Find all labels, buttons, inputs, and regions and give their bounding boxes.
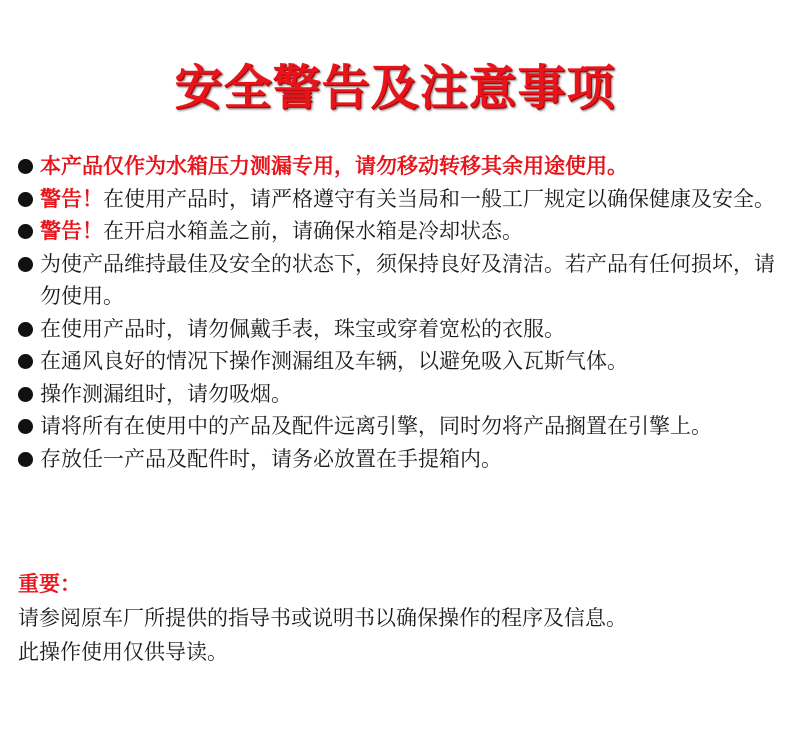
item-text: 为使产品维持最佳及安全的状态下，须保持良好及清洁。若产品有任何损坏，请勿使用。 — [40, 251, 775, 308]
item-text: 在使用产品时，请严格遵守有关当局和一般工厂规定以确保健康及安全。 — [103, 186, 775, 211]
important-line: 请参阅原车厂所提供的指导书或说明书以确保操作的程序及信息。 — [18, 606, 627, 630]
important-section — [18, 567, 778, 669]
important-line: 此操作使用仅供导读。 — [18, 640, 228, 664]
warning-label: 警告！ — [40, 219, 103, 243]
item-text: 在通风良好的情况下操作测漏组及车辆，以避免吸入瓦斯气体。 — [40, 349, 628, 373]
list-item — [18, 378, 778, 411]
list-item — [18, 345, 778, 378]
list-item — [18, 183, 778, 216]
bullet-icon — [18, 452, 33, 467]
bullet-icon — [18, 419, 33, 434]
list-item — [18, 150, 778, 183]
item-text: 在开启水箱盖之前，请确保水箱是冷却状态。 — [103, 219, 523, 243]
bullet-icon — [18, 354, 33, 369]
list-item — [18, 215, 778, 248]
item-text: 操作测漏组时，请勿吸烟。 — [40, 381, 292, 406]
list-item — [18, 313, 778, 346]
bullet-icon — [18, 257, 33, 272]
bullet-icon — [18, 224, 33, 239]
page-title: 安全警告及注意事项 — [174, 60, 616, 116]
list-item — [18, 410, 778, 443]
warning-label: 警告！ — [40, 186, 103, 211]
bullet-icon — [18, 192, 33, 207]
warning-list — [18, 150, 778, 475]
important-heading: 重要： — [18, 572, 81, 596]
item-text: 请将所有在使用中的产品及配件远离引擎，同时勿将产品搁置在引擎上。 — [40, 414, 712, 438]
bullet-icon — [18, 387, 33, 402]
bullet-icon — [18, 159, 33, 174]
item-text: 存放任一产品及配件时，请务必放置在手提箱内。 — [40, 446, 502, 471]
item-text: 本产品仅作为水箱压力测漏专用，请勿移动转移其余用途使用。 — [40, 154, 628, 178]
bullet-icon — [18, 322, 33, 337]
list-item — [18, 443, 778, 476]
list-item — [18, 248, 778, 313]
item-text: 在使用产品时，请勿佩戴手表，珠宝或穿着宽松的衣服。 — [40, 316, 565, 341]
